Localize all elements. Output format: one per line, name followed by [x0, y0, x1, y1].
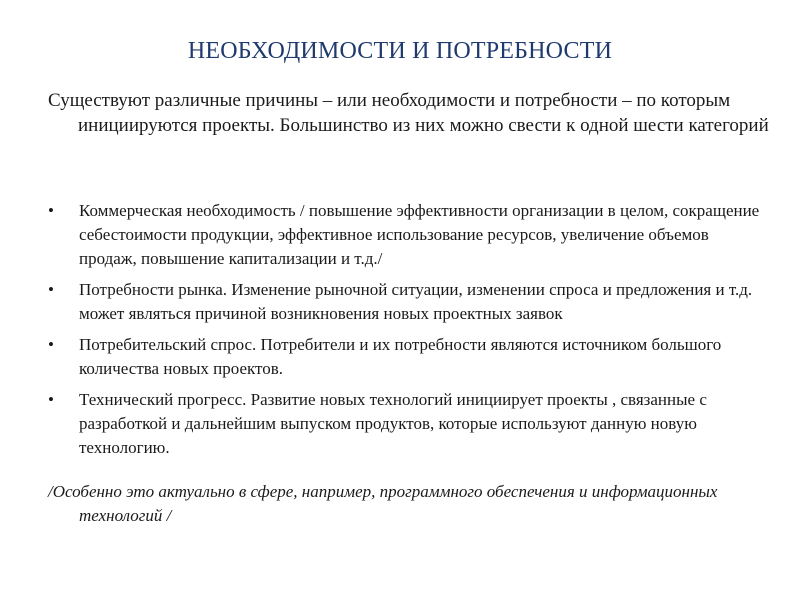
bullet-icon: • [48, 280, 54, 299]
bullet-text: Коммерческая необходимость / повышение эффективности организации в целом, сокращение себестоимости продукции, эффективное использование ресурсов, увеличение объемов продаж, повышение капитализации и т.д./ [79, 201, 760, 268]
intro-paragraph: Существуют различные причины – или необходимости и потребности – по которым инициируются проекты. Большинство из них можно свести к одной шести категорий [48, 90, 769, 136]
bullet-icon: • [48, 335, 54, 354]
bullet-item-consumer [48, 333, 760, 381]
bullet-item-market [48, 278, 760, 326]
bullet-item-technical [48, 388, 760, 460]
bullet-text: Потребительский спрос. Потребители и их потребности являются источником большого количества новых проектов. [79, 335, 722, 378]
bullet-icon: • [48, 390, 54, 409]
bullet-item-commercial [48, 199, 760, 271]
slide-title: НЕОБХОДИМОСТИ И ПОТРЕБНОСТИ [187, 38, 613, 64]
italic-note: /Особенно это актуально в сфере, например, программного обеспечения и информационных технологий / [48, 482, 718, 525]
bullet-text: Потребности рынка. Изменение рыночной ситуации, изменении спроса и предложения и т.д. может являться причиной возникновения новых проектных заявок [79, 280, 753, 323]
bullet-text: Технический прогресс. Развитие новых технологий инициирует проекты , связанные с разработкой и дальнейшим выпуском продуктов, которые используют данную новую технологию. [79, 390, 707, 457]
bullet-list [48, 199, 760, 467]
bullet-icon: • [48, 201, 54, 220]
